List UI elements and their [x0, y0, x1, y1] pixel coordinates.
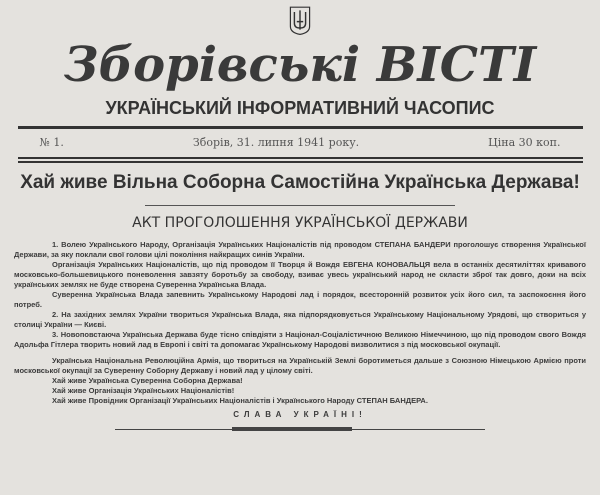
paragraph: Організація Українських Націоналістів, що під проводом її Творця й Вождя ЕВГЕНА КОНОВАЛЬЦЯ вела в останніх десятиліттях кривавого московсько-большевицького поневолення завзяту боротьбу за свободу, взиває увесь український народ не скласти зброї так довго, доки на всіх українських землях не буде створена Суверенна Українська Влада. [14, 260, 586, 289]
divider [18, 161, 583, 163]
paragraph: Українська Національна Революційна Армія, що твориться на Українській Землі боротиметься дальше з Союзною Німецькою Армією проти московської окупації за Суверенну Соборну Державу і новий лад у цілому світі. [14, 356, 586, 375]
divider [145, 205, 455, 206]
divider [18, 126, 583, 129]
divider-ornament [115, 427, 485, 433]
masthead-subtitle: УКРАЇНСЬКИЙ ІНФОРМАТИВНИЙ ЧАСОПИС [105, 98, 495, 118]
article-body [14, 240, 586, 421]
divider-bar [232, 427, 352, 431]
paragraph: 1. Волею Українського Народу, Організація Українських Націоналістів під проводом СТЕПАНА БАНДЕРИ проголошує створення Української Держави, за яку поклали свої голови цілі покоління найкращих синів України. [14, 240, 586, 259]
headline: Хай живе Вільна Соборна Самостійна Українська Держава! [20, 172, 580, 193]
issue-meta [18, 135, 583, 151]
paragraph: Суверенна Українська Влада запевнить Українському Народові лад і порядок, всесторонній розвиток усіх його сил, та заспокоєння його потреб. [14, 290, 586, 309]
masthead-title: Зборівські ВІСТІ [63, 37, 537, 93]
slogan: Хай живе Українська Суверенна Соборна Держава! [52, 376, 243, 385]
trident-icon [287, 4, 313, 36]
paragraph: 2. На західних землях України твориться Українська Влада, яка підпорядковується Українському Національному Урядові, що створиться у столиці України — Києві. [14, 310, 586, 329]
closing: СЛАВА УКРАЇНІ! [233, 410, 367, 419]
slogan: Хай живе Провідник Організації Українських Націоналістів і Українського Народу СТЕПАН БАНДЕРА. [52, 396, 428, 405]
article-title: АКТ ПРОГОЛОШЕННЯ УКРАЇНСЬКОЇ ДЕРЖАВИ [132, 215, 468, 231]
slogan: Хай живе Організація Українських Націоналістів! [52, 386, 235, 395]
divider [18, 157, 583, 159]
place-date: Зборів, 31. липня 1941 року. [192, 136, 360, 149]
issue-number: № 1. [39, 136, 64, 149]
price: Ціна 30 коп. [488, 136, 561, 149]
paragraph: 3. Новоповстаюча Українська Держава буде тісно співдіяти з Націонал-Соціалістичною Великою Німеччиною, що під проводом свого Вождя Адольфа Гітлера творить новий лад в Европі і світі та допомагає Українському Народові визволитися з під московської окупації. [14, 330, 586, 349]
